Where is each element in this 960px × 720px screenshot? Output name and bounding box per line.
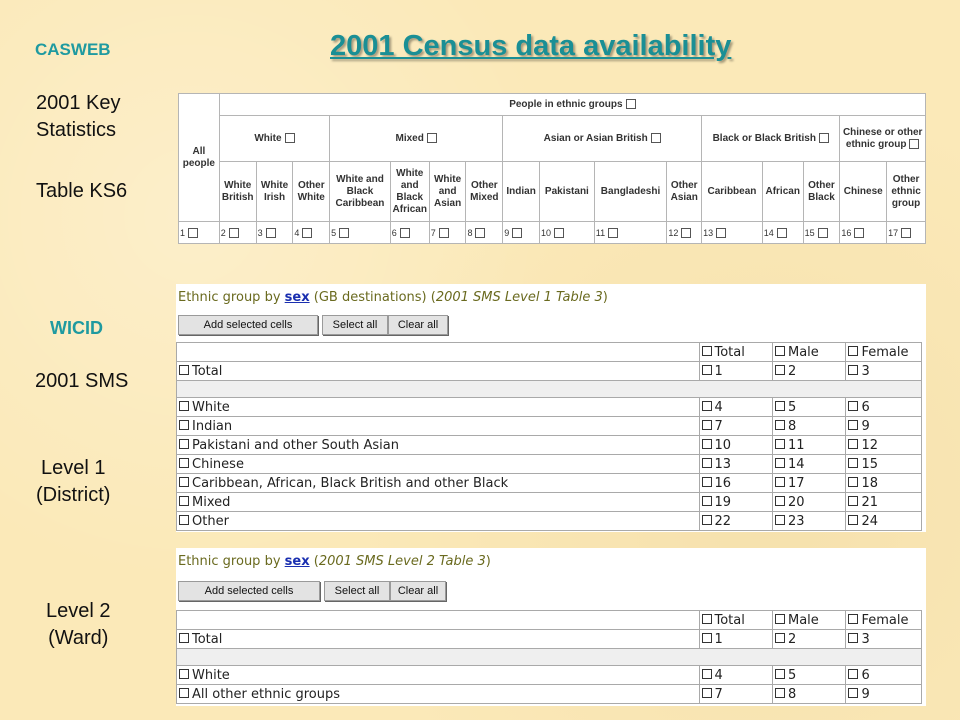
grid-cell bbox=[772, 436, 845, 455]
level1-label bbox=[36, 455, 110, 509]
ks6-sub-header: Other ethnic group bbox=[887, 162, 926, 222]
checkbox[interactable] bbox=[848, 439, 858, 449]
ks6-sub-header: Other Mixed bbox=[466, 162, 503, 222]
ks6-cell-number: 7 bbox=[430, 227, 436, 238]
level2-line1: Level 2 bbox=[46, 600, 111, 622]
white-group-checkbox[interactable] bbox=[285, 133, 295, 143]
column-header-text: Total bbox=[714, 612, 745, 628]
column-header bbox=[772, 343, 845, 362]
checkbox[interactable] bbox=[848, 477, 858, 487]
ks6-cell-number: 2 bbox=[220, 227, 226, 238]
grid-cell bbox=[699, 417, 772, 436]
sms-label: 2001 SMS bbox=[35, 370, 129, 392]
add-selected-cells-button[interactable]: Add selected cells bbox=[178, 315, 318, 335]
grid-cell-text: 3 bbox=[861, 631, 870, 647]
grid-cell-text: 6 bbox=[861, 399, 870, 415]
ks6-cell-number: 10 bbox=[541, 227, 552, 238]
row-label bbox=[177, 666, 700, 685]
checkbox[interactable] bbox=[848, 458, 858, 468]
ks6-cell bbox=[840, 222, 887, 244]
spacer-cell bbox=[177, 649, 922, 666]
grid-cell-text: 8 bbox=[787, 686, 797, 702]
casweb-label: CASWEB bbox=[35, 40, 111, 59]
grid-cell bbox=[699, 666, 772, 685]
ks6-cell-checkbox[interactable] bbox=[439, 228, 449, 238]
ks6-sub-header: Caribbean bbox=[702, 162, 763, 222]
ks6-cell-number: 4 bbox=[294, 227, 300, 238]
column-header-text: Male bbox=[787, 612, 819, 628]
mixed-group-header: Mixed bbox=[330, 116, 503, 162]
row-label bbox=[177, 512, 700, 531]
spacer-row bbox=[177, 649, 922, 666]
level1-line2: (District) bbox=[36, 484, 111, 506]
grid-cell bbox=[846, 666, 922, 685]
ks6-cell bbox=[466, 222, 503, 244]
grid-cell bbox=[846, 630, 922, 649]
ks6-cell bbox=[429, 222, 466, 244]
ks6-cell-checkbox[interactable] bbox=[901, 228, 911, 238]
checkbox[interactable] bbox=[775, 688, 785, 698]
ks6-cell bbox=[330, 222, 391, 244]
grid-cell bbox=[772, 630, 845, 649]
add-selected-cells-button[interactable]: Add selected cells bbox=[178, 581, 320, 601]
checkbox[interactable] bbox=[775, 439, 785, 449]
spacer-row bbox=[177, 381, 922, 398]
sms-level1-panel bbox=[176, 284, 926, 532]
ks6-cell-checkbox[interactable] bbox=[554, 228, 564, 238]
table-row bbox=[177, 474, 922, 493]
row-label-text: All other ethnic groups bbox=[192, 686, 341, 702]
checkbox[interactable] bbox=[848, 515, 858, 525]
ks6-cell-number: 11 bbox=[595, 227, 606, 238]
black-group-checkbox[interactable] bbox=[819, 133, 829, 143]
sms-level2-title: Ethnic group by sex (2001 SMS Level 2 Table 3) bbox=[178, 554, 491, 569]
clear-all-button[interactable]: Clear all bbox=[390, 581, 446, 601]
header-blank bbox=[177, 343, 700, 362]
ks6-cell-number: 14 bbox=[763, 227, 774, 238]
column-header bbox=[846, 343, 922, 362]
checkbox[interactable] bbox=[848, 496, 858, 506]
grid-cell-text: 8 bbox=[787, 418, 797, 434]
key-stats-label bbox=[36, 90, 121, 144]
row-label-text: White bbox=[192, 399, 230, 415]
grid-cell-text: 4 bbox=[714, 667, 723, 683]
ks6-sub-header: Other Black bbox=[803, 162, 840, 222]
checkbox[interactable] bbox=[179, 439, 189, 449]
ks6-cell-checkbox[interactable] bbox=[681, 228, 691, 238]
grid-cell-text: 1 bbox=[714, 363, 723, 379]
table-row bbox=[177, 417, 922, 436]
row-label-text: White bbox=[192, 667, 230, 683]
grid-cell bbox=[846, 436, 922, 455]
ks6-sub-header: Other White bbox=[293, 162, 330, 222]
table-row bbox=[177, 666, 922, 685]
ks6-cell-number: 9 bbox=[504, 227, 510, 238]
row-label-text: Total bbox=[192, 631, 223, 647]
ks6-sub-header: White British bbox=[219, 162, 256, 222]
checkbox[interactable] bbox=[775, 515, 785, 525]
checkbox[interactable] bbox=[775, 365, 785, 375]
level2-line2: (Ward) bbox=[48, 627, 109, 649]
grid-cell bbox=[772, 685, 845, 704]
row-label bbox=[177, 630, 700, 649]
grid-cell bbox=[846, 685, 922, 704]
row-label bbox=[177, 493, 700, 512]
checkbox[interactable] bbox=[179, 401, 189, 411]
ks6-cell-number: 12 bbox=[668, 227, 679, 238]
grid-cell bbox=[846, 362, 922, 381]
ks6-sub-header: White and Black African bbox=[390, 162, 429, 222]
mixed-group-checkbox[interactable] bbox=[427, 133, 437, 143]
select-all-button[interactable]: Select all bbox=[324, 581, 390, 601]
checkbox[interactable] bbox=[702, 515, 712, 525]
column-header bbox=[699, 611, 772, 630]
spacer-cell bbox=[177, 381, 922, 398]
grid-cell bbox=[699, 436, 772, 455]
row-label bbox=[177, 685, 700, 704]
ks6-cell-checkbox[interactable] bbox=[339, 228, 349, 238]
checkbox[interactable] bbox=[775, 346, 785, 356]
grid-cell bbox=[772, 512, 845, 531]
checkbox[interactable] bbox=[775, 401, 785, 411]
ks6-cell-checkbox[interactable] bbox=[777, 228, 787, 238]
header-row bbox=[177, 611, 922, 630]
level1-line1: Level 1 bbox=[40, 457, 106, 479]
grid-cell-text: 18 bbox=[861, 475, 879, 491]
grid-cell bbox=[699, 362, 772, 381]
ks6-cell-checkbox[interactable] bbox=[475, 228, 485, 238]
grid-cell-text: 17 bbox=[787, 475, 805, 491]
grid-cell-text: 10 bbox=[714, 437, 732, 453]
ks6-cell-number: 13 bbox=[703, 227, 714, 238]
checkbox[interactable] bbox=[702, 633, 712, 643]
sms-level2-grid bbox=[176, 610, 922, 704]
table-row bbox=[177, 455, 922, 474]
ks6-sub-header: Indian bbox=[503, 162, 540, 222]
checkbox[interactable] bbox=[179, 458, 189, 468]
column-header-text: Male bbox=[787, 344, 819, 360]
checkbox[interactable] bbox=[848, 633, 858, 643]
checkbox[interactable] bbox=[702, 669, 712, 679]
row-label-text: Indian bbox=[192, 418, 233, 434]
checkbox[interactable] bbox=[848, 669, 858, 679]
checkbox[interactable] bbox=[775, 477, 785, 487]
asian-group-checkbox[interactable] bbox=[651, 133, 661, 143]
sms-level2-panel bbox=[176, 548, 926, 706]
checkbox[interactable] bbox=[848, 401, 858, 411]
key-stats-line2: Statistics bbox=[36, 119, 117, 141]
ks6-cell-checkbox[interactable] bbox=[229, 228, 239, 238]
ks6-sub-header: Chinese bbox=[840, 162, 887, 222]
grid-cell-text: 2 bbox=[787, 363, 797, 379]
table-row bbox=[177, 512, 922, 531]
checkbox[interactable] bbox=[179, 496, 189, 506]
black-group-header: Black or Black British bbox=[702, 116, 840, 162]
grid-cell-text: 7 bbox=[714, 686, 723, 702]
grid-cell bbox=[772, 666, 845, 685]
grid-cell bbox=[699, 474, 772, 493]
header-row bbox=[177, 343, 922, 362]
ks6-sub-header: Bangladeshi bbox=[594, 162, 667, 222]
checkbox[interactable] bbox=[702, 365, 712, 375]
grid-cell-text: 16 bbox=[714, 475, 732, 491]
grid-cell bbox=[772, 398, 845, 417]
ks6-cell bbox=[503, 222, 540, 244]
grid-cell bbox=[772, 362, 845, 381]
checkbox[interactable] bbox=[179, 515, 189, 525]
grid-cell-text: 7 bbox=[714, 418, 723, 434]
ks6-cell bbox=[803, 222, 840, 244]
ks6-cell-checkbox[interactable] bbox=[266, 228, 276, 238]
grid-cell bbox=[772, 455, 845, 474]
checkbox[interactable] bbox=[848, 688, 858, 698]
checkbox[interactable] bbox=[848, 346, 858, 356]
grid-cell-text: 9 bbox=[861, 418, 870, 434]
ks6-cell-checkbox[interactable] bbox=[854, 228, 864, 238]
row-label bbox=[177, 455, 700, 474]
table-ks6-label: Table KS6 bbox=[36, 180, 128, 202]
chinese-group-header: Chinese or other ethnic group bbox=[840, 116, 926, 162]
grid-cell-text: 11 bbox=[787, 437, 805, 453]
checkbox[interactable] bbox=[702, 439, 712, 449]
checkbox[interactable] bbox=[179, 688, 189, 698]
checkbox[interactable] bbox=[775, 614, 785, 624]
ks6-cell bbox=[179, 222, 220, 244]
grid-cell bbox=[846, 512, 922, 531]
row-label-text: Pakistani and other South Asian bbox=[192, 437, 399, 453]
checkbox[interactable] bbox=[775, 458, 785, 468]
ks6-cell-checkbox[interactable] bbox=[512, 228, 522, 238]
ks6-sub-header: White Irish bbox=[256, 162, 293, 222]
row-label-text: Total bbox=[192, 363, 223, 379]
key-stats-line1: 2001 Key bbox=[36, 92, 121, 114]
grid-cell-text: 5 bbox=[787, 667, 797, 683]
people-ethnic-checkbox[interactable] bbox=[626, 99, 636, 109]
checkbox[interactable] bbox=[702, 458, 712, 468]
checkbox[interactable] bbox=[702, 688, 712, 698]
grid-cell-text: 9 bbox=[861, 686, 870, 702]
clear-all-button[interactable]: Clear all bbox=[388, 315, 448, 335]
wicid-label: WICID bbox=[50, 318, 103, 338]
grid-cell-text: 15 bbox=[861, 456, 879, 472]
ks6-cell bbox=[390, 222, 429, 244]
ks6-cell bbox=[887, 222, 926, 244]
grid-cell bbox=[846, 474, 922, 493]
column-header-text: Female bbox=[861, 612, 909, 628]
grid-cell-text: 13 bbox=[714, 456, 732, 472]
grid-cell bbox=[772, 474, 845, 493]
ks6-sub-header: Pakistani bbox=[540, 162, 595, 222]
column-header bbox=[699, 343, 772, 362]
select-all-button[interactable]: Select all bbox=[322, 315, 388, 335]
grid-cell bbox=[699, 685, 772, 704]
grid-cell-text: 19 bbox=[714, 494, 732, 510]
column-header-text: Female bbox=[861, 344, 909, 360]
ks6-cell bbox=[256, 222, 293, 244]
ks6-cell bbox=[594, 222, 667, 244]
sex-link[interactable]: sex bbox=[284, 290, 310, 305]
ks6-cell-number: 15 bbox=[804, 227, 815, 238]
grid-cell-text: 4 bbox=[714, 399, 723, 415]
checkbox[interactable] bbox=[179, 669, 189, 679]
table-row bbox=[177, 362, 922, 381]
grid-cell bbox=[699, 398, 772, 417]
ks6-cell-number: 8 bbox=[467, 227, 473, 238]
ks6-cell-checkbox[interactable] bbox=[400, 228, 410, 238]
ks6-cell-checkbox[interactable] bbox=[608, 228, 618, 238]
grid-cell-text: 3 bbox=[861, 363, 870, 379]
page-title: 2001 Census data availability bbox=[330, 30, 732, 62]
ks6-cell bbox=[219, 222, 256, 244]
grid-cell-text: 14 bbox=[787, 456, 805, 472]
row-label bbox=[177, 362, 700, 381]
grid-cell-text: 24 bbox=[861, 513, 879, 529]
ks6-sub-header: African bbox=[762, 162, 803, 222]
ks6-cell-checkbox[interactable] bbox=[818, 228, 828, 238]
ks6-cell-number: 3 bbox=[257, 227, 263, 238]
grid-cell bbox=[772, 493, 845, 512]
header-blank bbox=[177, 611, 700, 630]
ks6-cell-number: 5 bbox=[331, 227, 337, 238]
table-row bbox=[177, 436, 922, 455]
checkbox[interactable] bbox=[702, 614, 712, 624]
checkbox[interactable] bbox=[775, 669, 785, 679]
table-row bbox=[177, 493, 922, 512]
ks6-cell bbox=[702, 222, 763, 244]
grid-cell-text: 2 bbox=[787, 631, 797, 647]
row-label bbox=[177, 398, 700, 417]
checkbox[interactable] bbox=[848, 420, 858, 430]
table-row bbox=[177, 630, 922, 649]
ks6-cell bbox=[762, 222, 803, 244]
checkbox[interactable] bbox=[775, 420, 785, 430]
grid-cell bbox=[699, 630, 772, 649]
grid-cell-text: 12 bbox=[861, 437, 879, 453]
ks6-sub-header: White and Asian bbox=[429, 162, 466, 222]
ks6-sub-header: White and Black Caribbean bbox=[330, 162, 391, 222]
grid-cell-text: 5 bbox=[787, 399, 797, 415]
row-label bbox=[177, 417, 700, 436]
grid-cell bbox=[846, 493, 922, 512]
row-label-text: Mixed bbox=[192, 494, 231, 510]
white-group-header: White bbox=[219, 116, 329, 162]
sms-level1-grid bbox=[176, 342, 922, 531]
checkbox[interactable] bbox=[702, 346, 712, 356]
checkbox[interactable] bbox=[179, 365, 189, 375]
ks6-cell bbox=[293, 222, 330, 244]
grid-cell bbox=[699, 512, 772, 531]
checkbox[interactable] bbox=[179, 477, 189, 487]
grid-cell-text: 22 bbox=[714, 513, 732, 529]
grid-cell-text: 6 bbox=[861, 667, 870, 683]
ks6-cell-checkbox[interactable] bbox=[188, 228, 198, 238]
grid-cell bbox=[699, 493, 772, 512]
ks6-cell-number: 1 bbox=[180, 227, 186, 238]
checkbox[interactable] bbox=[179, 633, 189, 643]
row-label bbox=[177, 474, 700, 493]
checkbox[interactable] bbox=[848, 614, 858, 624]
checkbox[interactable] bbox=[848, 365, 858, 375]
grid-cell-text: 21 bbox=[861, 494, 879, 510]
column-header-text: Total bbox=[714, 344, 745, 360]
grid-cell bbox=[846, 417, 922, 436]
ks6-cell-number: 16 bbox=[841, 227, 852, 238]
chinese-group-checkbox[interactable] bbox=[909, 139, 919, 149]
people-ethnic-header: People in ethnic groups bbox=[219, 94, 925, 116]
asian-group-header: Asian or Asian British bbox=[503, 116, 702, 162]
sex-link[interactable]: sex bbox=[284, 554, 310, 569]
grid-cell-text: 20 bbox=[787, 494, 805, 510]
ks6-cell-checkbox[interactable] bbox=[302, 228, 312, 238]
checkbox[interactable] bbox=[775, 633, 785, 643]
ks6-cell bbox=[667, 222, 702, 244]
row-label-text: Caribbean, African, Black British and other Black bbox=[192, 475, 509, 491]
grid-cell-text: 1 bbox=[714, 631, 723, 647]
ks6-table bbox=[178, 93, 926, 244]
table-row bbox=[177, 685, 922, 704]
checkbox[interactable] bbox=[702, 477, 712, 487]
all-people-header: All people bbox=[179, 94, 220, 222]
row-label bbox=[177, 436, 700, 455]
ks6-sub-header: Other Asian bbox=[667, 162, 702, 222]
checkbox[interactable] bbox=[179, 420, 189, 430]
ks6-cell-checkbox[interactable] bbox=[716, 228, 726, 238]
row-label-text: Chinese bbox=[192, 456, 244, 472]
checkbox[interactable] bbox=[702, 420, 712, 430]
grid-cell bbox=[846, 398, 922, 417]
checkbox[interactable] bbox=[702, 401, 712, 411]
ks6-cell-number: 6 bbox=[391, 227, 397, 238]
column-header bbox=[846, 611, 922, 630]
checkbox[interactable] bbox=[702, 496, 712, 506]
grid-cell-text: 23 bbox=[787, 513, 805, 529]
grid-cell bbox=[699, 455, 772, 474]
ks6-cell-number: 17 bbox=[888, 227, 899, 238]
ks6-cell bbox=[540, 222, 595, 244]
grid-cell bbox=[846, 455, 922, 474]
column-header bbox=[772, 611, 845, 630]
checkbox[interactable] bbox=[775, 496, 785, 506]
grid-cell bbox=[772, 417, 845, 436]
row-label-text: Other bbox=[192, 513, 229, 529]
sms-level1-title: Ethnic group by sex (GB destinations) (2001 SMS Level 1 Table 3) bbox=[178, 290, 608, 305]
level2-label bbox=[46, 598, 111, 652]
table-row bbox=[177, 398, 922, 417]
